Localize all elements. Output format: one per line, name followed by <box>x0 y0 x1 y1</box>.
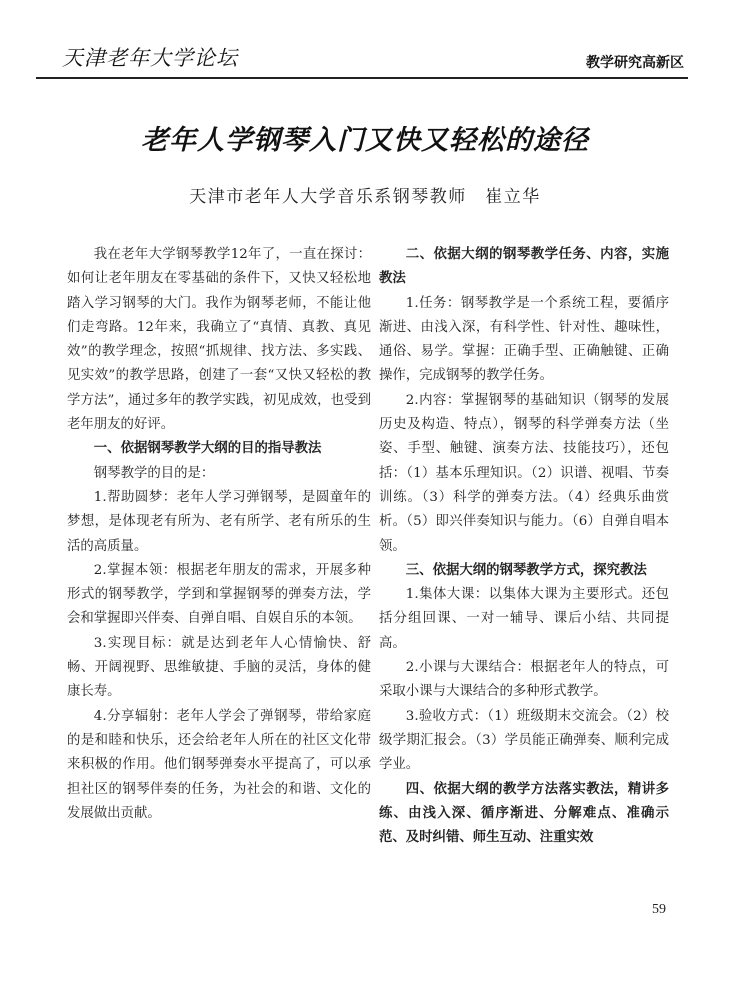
paragraph: 3.验收方式：（1）班级期末交流会。（2）校级学期汇报会。（3）学员能正确弹奏、顺利完成学业。 <box>379 708 669 773</box>
article-title: 老年人学钢琴入门又快又轻松的途径 <box>141 125 589 156</box>
section-heading-3: 三、依据大纲的钢琴教学方式，探究教法 <box>405 562 647 578</box>
left-column <box>67 243 371 826</box>
header-divider <box>36 77 688 79</box>
paragraph: 钢琴教学的目的是： <box>93 465 215 481</box>
page-number: 59 <box>652 902 666 917</box>
author-byline: 天津市老年人大学音乐系钢琴教师 崔立华 <box>189 187 541 207</box>
section-label: 教学研究高新区 <box>586 55 684 71</box>
paragraph: 1.集体大课：以集体大课为主要形式。还包括分组回课、一对一辅导、课后小结、共同提高。 <box>379 587 669 651</box>
journal-logo: 天津老年大学论坛 <box>62 46 238 70</box>
paragraph: 1.任务：钢琴教学是一个系统工程，要循序渐进、由浅入深，有科学性、针对性、趣味性，通俗、易学。掌握：正确手型、正确触键、正确操作，完成钢琴的教学任务。 <box>379 295 669 384</box>
paragraph: 1.帮助圆梦：老年人学习弹钢琴，是圆童年的梦想，是体现老有所为、老有所学、老有所乐的生活的高质量。 <box>67 489 371 554</box>
section-heading-4: 四、依据大纲的教学方法落实教法，精讲多练、由浅入深、循序渐进、分解难点、准确示范、及时纠错、师生互动、注重实效 <box>379 781 669 846</box>
section-heading-1: 一、依据钢琴教学大纲的目的指导教法 <box>93 441 322 457</box>
section-heading-2: 二、依据大纲的钢琴教学任务、内容，实施教法 <box>379 247 669 287</box>
paragraph: 2.掌握本领：根据老年朋友的需求，开展多种形式的钢琴教学，学到和掌握钢琴的弹奏方法，学会和掌握即兴伴奏、自弹自唱、自娱自乐的本领。 <box>67 562 371 627</box>
paragraph: 4.分享辐射：老年人学会了弹钢琴，带给家庭的是和睦和快乐，还会给老年人所在的社区文化带来积极的作用。他们钢琴弹奏水平提高了，可以承担社区的钢琴伴奏的任务，为社会的和谐、文化的发展做出贡献。 <box>67 708 371 821</box>
right-column <box>379 243 669 850</box>
paragraph: 2.小课与大课结合：根据老年人的特点，可采取小课与大课结合的多种形式教学。 <box>379 660 669 700</box>
intro-paragraph: 我在老年大学钢琴教学12年了，一直在探讨：如何让老年朋友在零基础的条件下，又快又轻松地踏入学习钢琴的大门。我作为钢琴老师，不能让他们走弯路。12年来，我确立了“真情、真教、真见效”的教学理念，按照“抓规律、找方法、多实践、见实效”的教学思路，创建了一套“又快又轻松的教学方法”，通过多年的教学实践，初见成效，也受到老年朋友的好评。 <box>67 247 371 433</box>
paragraph: 3.实现目标：就是达到老年人心情愉快、舒畅、开阔视野、思维敏捷、手脑的灵活，身体的健康长寿。 <box>67 635 371 700</box>
paragraph: 2.内容：掌握钢琴的基础知识（钢琴的发展历史及构造、特点），钢琴的科学弹奏方法（坐姿、手型、触键、演奏方法、技能技巧），还包括：（1）基本乐理知识。（2）识谱、视唱、节奏训练。（3）科学的弹奏方法。（4）经典乐曲赏析。（5）即兴伴奏知识与能力。（6）自弹自唱本领。 <box>379 392 669 554</box>
